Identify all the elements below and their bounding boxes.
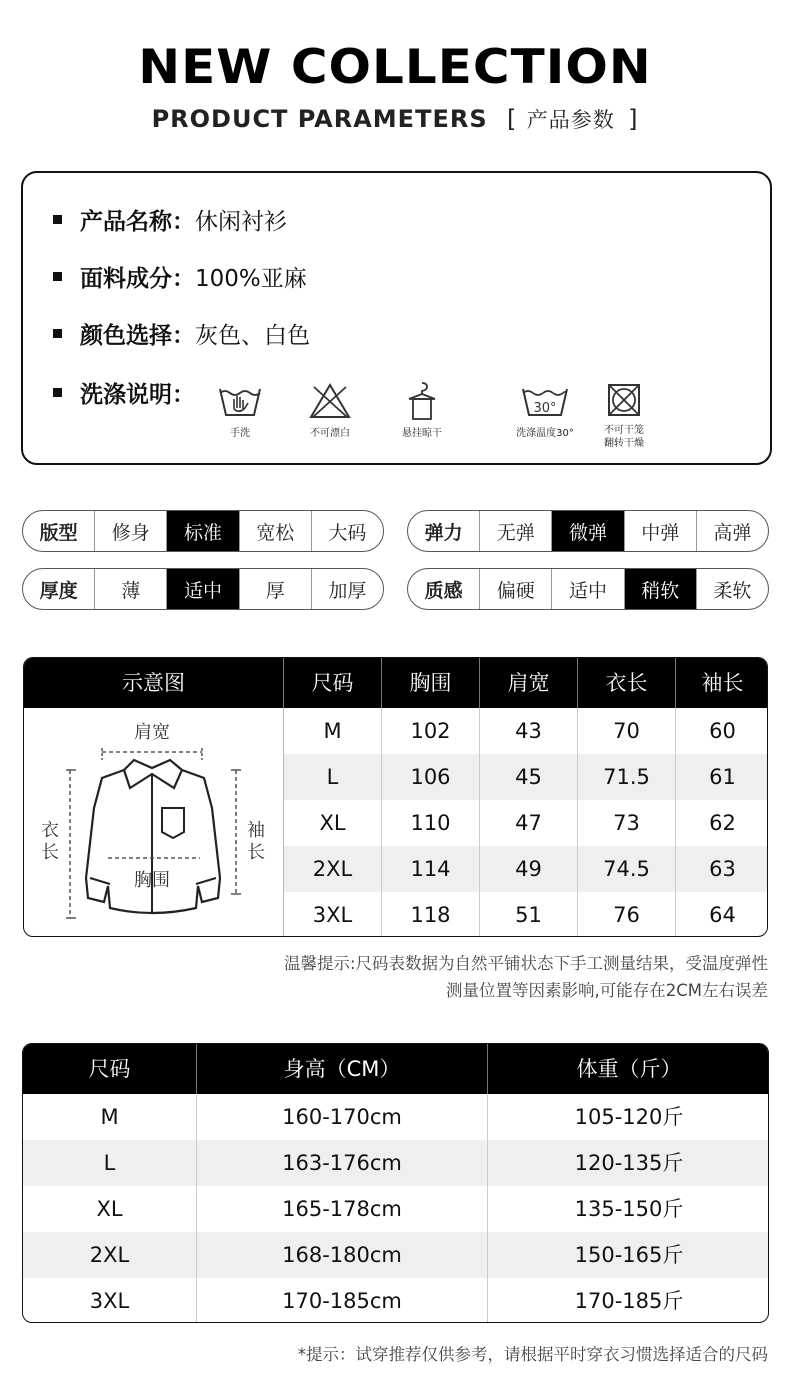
- color-value: 灰色、白色: [195, 323, 310, 349]
- wash-30-icon: [520, 381, 570, 421]
- care-hang-dry: [377, 381, 467, 440]
- care-caption: 洗涤温度30°: [516, 428, 574, 439]
- fabric-label: 面料成分：: [80, 266, 195, 292]
- cell-size: M: [283, 708, 381, 754]
- table-row: [23, 1278, 768, 1323]
- header-diagram: 示意图: [122, 671, 185, 695]
- cell-size: 2XL: [283, 846, 381, 892]
- table-row: [283, 708, 768, 754]
- diagram-shoulder-label: 肩宽: [134, 722, 170, 743]
- info-row-color: [53, 317, 310, 350]
- diagram-length-label-2: 长: [41, 842, 59, 863]
- cell-height: 165-178cm: [196, 1186, 487, 1232]
- texture-label: 质感: [424, 579, 463, 602]
- subtitle-bracket-open: [: [506, 105, 518, 133]
- recommend-note: *提示：试穿推荐仅供参考，请根据平时穿衣习惯选择适合的尺码: [297, 1345, 768, 1364]
- name-label: 产品名称：: [80, 209, 195, 235]
- table-row: [23, 1186, 768, 1232]
- cell-height: 163-176cm: [196, 1140, 487, 1186]
- product-info-card: [21, 171, 772, 465]
- diagram-length-label-1: 衣: [41, 820, 59, 841]
- cell-chest: 102: [381, 708, 479, 754]
- shirt-diagram: [24, 708, 283, 937]
- wash-label: 洗涤说明：: [80, 382, 195, 408]
- bullet-icon: [53, 215, 62, 224]
- elasticity-option: 中弹: [624, 511, 696, 551]
- header-shoulder: 肩宽: [479, 658, 577, 708]
- cell-size: 2XL: [89, 1243, 130, 1267]
- cell-shoulder: 47: [479, 800, 577, 846]
- name-value: 休闲衬衫: [195, 209, 287, 235]
- table-row: [23, 1094, 768, 1140]
- recommend-header: [23, 1044, 768, 1094]
- size-chart: [23, 657, 768, 937]
- bullet-icon: [53, 329, 62, 338]
- header-size: 尺码: [88, 1057, 131, 1081]
- size-note-line-2: 测量位置等因素影响,可能存在2CM左右误差: [446, 981, 768, 1000]
- diagram-chest-label: 胸围: [134, 870, 170, 891]
- elasticity-option: 无弹: [479, 511, 551, 551]
- info-row-fabric: [53, 260, 307, 293]
- page-subtitle: [0, 104, 790, 134]
- care-no-tumble: [579, 381, 669, 450]
- texture-selector: [407, 568, 769, 610]
- cell-shoulder: 49: [479, 846, 577, 892]
- header-weight: 体重（斤）: [487, 1044, 769, 1094]
- shirt-diagram-svg: [24, 708, 283, 937]
- info-row-name: [53, 203, 287, 236]
- cell-length: 70: [577, 708, 675, 754]
- care-no-bleach: [285, 381, 375, 440]
- table-row: [283, 846, 768, 892]
- thickness-option-selected: 适中: [166, 569, 238, 609]
- cell-shoulder: 43: [479, 708, 577, 754]
- table-row: [283, 892, 768, 937]
- size-recommend-chart: [22, 1043, 769, 1323]
- cell-length: 74.5: [577, 846, 675, 892]
- thickness-option: 加厚: [311, 569, 383, 609]
- bullet-icon: [53, 272, 62, 281]
- cell-weight: 170-185斤: [487, 1278, 769, 1323]
- cell-height: 168-180cm: [196, 1232, 487, 1278]
- care-caption: 手洗: [230, 428, 250, 439]
- subtitle-bracket-close: ]: [628, 105, 639, 133]
- page-title: NEW COLLECTION: [138, 39, 652, 95]
- fit-selector: [22, 510, 384, 552]
- table-row: [283, 800, 768, 846]
- cell-weight: 135-150斤: [487, 1186, 769, 1232]
- hang-dry-icon: [397, 381, 447, 421]
- texture-option: 柔软: [696, 569, 768, 609]
- hand-wash-icon: [215, 381, 265, 421]
- cell-length: 71.5: [577, 754, 675, 800]
- subtitle-en: PRODUCT PARAMETERS: [151, 105, 488, 133]
- elasticity-label: 弹力: [424, 521, 463, 544]
- table-row: [283, 754, 768, 800]
- table-row: [23, 1140, 768, 1186]
- texture-option: 偏硬: [479, 569, 551, 609]
- cell-size: XL: [283, 800, 381, 846]
- header-length: 衣长: [577, 658, 675, 708]
- no-tumble-dry-icon: [599, 381, 649, 421]
- wash-temp-text: 30°: [533, 401, 557, 416]
- elasticity-selector: [407, 510, 769, 552]
- cell-size: 3XL: [283, 892, 381, 937]
- fit-option-selected: 标准: [166, 511, 238, 551]
- cell-size: L: [103, 1151, 116, 1175]
- header-sleeve: 袖长: [675, 658, 768, 708]
- header-size: 尺码: [283, 658, 381, 708]
- size-chart-header: [24, 658, 767, 708]
- cell-length: 76: [577, 892, 675, 937]
- fit-option: 修身: [94, 511, 166, 551]
- cell-weight: 105-120斤: [487, 1094, 769, 1140]
- cell-chest: 118: [381, 892, 479, 937]
- thickness-option: 厚: [239, 569, 311, 609]
- texture-option: 适中: [551, 569, 623, 609]
- cell-sleeve: 61: [675, 754, 768, 800]
- diagram-sleeve-label-1: 袖: [247, 820, 265, 841]
- subtitle-cn: 产品参数: [526, 108, 615, 132]
- cell-size: XL: [96, 1197, 123, 1221]
- care-caption: 不可干笼 翻转干燥: [604, 425, 644, 449]
- no-bleach-icon: [305, 381, 355, 421]
- cell-size: M: [100, 1105, 119, 1129]
- cell-weight: 120-135斤: [487, 1140, 769, 1186]
- elasticity-option-selected: 微弹: [551, 511, 623, 551]
- thickness-selector: [22, 568, 384, 610]
- fit-option: 宽松: [239, 511, 311, 551]
- cell-length: 73: [577, 800, 675, 846]
- care-caption: 不可漂白: [310, 428, 350, 439]
- thickness-option: 薄: [94, 569, 166, 609]
- cell-shoulder: 45: [479, 754, 577, 800]
- cell-sleeve: 63: [675, 846, 768, 892]
- bullet-icon: [53, 388, 62, 397]
- cell-chest: 114: [381, 846, 479, 892]
- care-caption: 悬挂晾干: [402, 428, 442, 439]
- table-row: [23, 1232, 768, 1278]
- cell-size: L: [283, 754, 381, 800]
- color-label: 颜色选择：: [80, 323, 195, 349]
- cell-sleeve: 62: [675, 800, 768, 846]
- cell-sleeve: 60: [675, 708, 768, 754]
- cell-height: 160-170cm: [196, 1094, 487, 1140]
- cell-chest: 106: [381, 754, 479, 800]
- elasticity-option: 高弹: [696, 511, 768, 551]
- cell-size: 3XL: [89, 1289, 130, 1313]
- cell-sleeve: 64: [675, 892, 768, 937]
- cell-height: 170-185cm: [196, 1278, 487, 1323]
- header-height: 身高（CM）: [196, 1044, 487, 1094]
- cell-shoulder: 51: [479, 892, 577, 937]
- size-note-line-1: 温馨提示:尺码表数据为自然平铺状态下手工测量结果，受温度弹性: [283, 954, 768, 973]
- cell-weight: 150-165斤: [487, 1232, 769, 1278]
- thickness-label: 厚度: [39, 579, 78, 602]
- fabric-value: 100%亚麻: [195, 266, 307, 292]
- cell-chest: 110: [381, 800, 479, 846]
- size-note: [284, 950, 768, 1004]
- care-hand-wash: [195, 381, 285, 440]
- fit-label: 版型: [39, 521, 78, 544]
- header-chest: 胸围: [381, 658, 479, 708]
- fit-option: 大码: [311, 511, 383, 551]
- diagram-sleeve-label-2: 长: [247, 842, 265, 863]
- texture-option-selected: 稍软: [624, 569, 696, 609]
- info-row-wash: [53, 376, 195, 409]
